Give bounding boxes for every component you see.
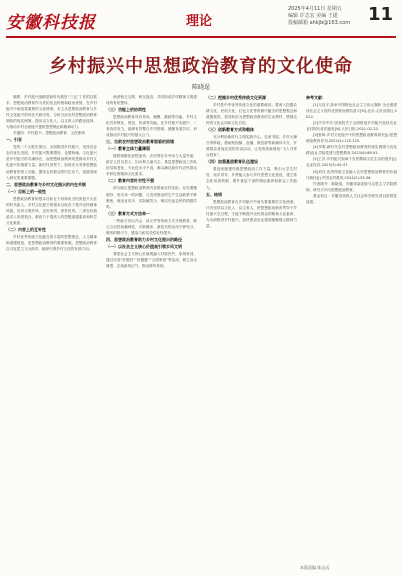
section-heading: （三）教育方式方法单一: [106, 210, 150, 216]
article-body: [6, 94, 398, 570]
body-paragraph: 党的二十大报告指出，全面推进乡村振兴，坚持农业农村优先发展。乡村振兴既要塑形，也要铸魂。文化振兴是乡村振兴的灵魂所在，而思想政治教育则是推动乡村文化振兴的重要力量。新时代背景下，如何充分发挥思想政治教育的育人功能，激发农民群众的内生动力，是值得深入研究的重要课题。: [6, 145, 97, 180]
page-footer: 本版责编 陈志远: [300, 565, 330, 570]
body-paragraph: 乡村是中华优秀传统文化的重要载体。要深入挖掘农耕文化、民俗文化、红色文化等资源中蕴含的思想观念和道德规范，将其转化为思想政治教育的生动教材，增强农民的文化认同和文化自信。: [206, 103, 297, 126]
masthead-divider: [6, 36, 396, 38]
section-heading: 四、思想政治教育助力乡村文化振兴的路径: [106, 236, 182, 242]
body-paragraph: 要选优配强村级思想政治工作力量，吸引大学生村官、返乡青年、乡贤能人参与乡村思想文化建设，建立常态化培训机制，提升基层干部的理论素养和群众工作能力。: [206, 167, 297, 190]
section-heading: 一、引言: [6, 137, 22, 143]
body-paragraph: 两者相互支撑、相互促进，共同构成乡村精神文明建设的有机整体。: [106, 95, 197, 106]
text-column-4: [306, 94, 397, 570]
section-heading: 参考文献：: [306, 95, 326, 100]
section-heading: （二）挖掘乡村优秀传统文化资源: [206, 95, 266, 100]
section-heading: 二、思想政治教育与乡村文化振兴的内在关联: [6, 181, 86, 187]
body-paragraph: [4]李明.新时代农村思想政治教育的现实困境与优化路径[J].学校党建与思想教育,2023(8):88-91.: [306, 145, 397, 156]
text-column-2: [106, 94, 197, 570]
text-column-1: [6, 94, 97, 570]
page-number: 11: [368, 4, 394, 25]
issue-meta: [288, 6, 350, 27]
section-heading: （三）功能上的协同性: [106, 107, 146, 113]
text-column-3: [206, 94, 297, 570]
section-heading: （二）教育内容针对性不强: [106, 178, 154, 184]
section-heading: （三）创新教育方式和载体: [206, 127, 254, 133]
issue-editors: 编辑 许志宏 美编 王银: [288, 13, 338, 19]
body-paragraph: 作者简介：陈晓逞，安徽省某高校马克思主义学院教师，研究方向为思想政治教育。: [306, 181, 397, 192]
section-heading: 三、当前农村思想政治教育面临的困境: [106, 139, 174, 145]
issue-date: 2025年4月11日 星期五: [288, 6, 342, 12]
masthead: [0, 0, 402, 40]
article-author: 陈晓逞: [191, 84, 210, 91]
section-title: 理论: [186, 14, 213, 29]
section-heading: （一）教育主体力量薄弱: [106, 146, 150, 152]
article-title: 乡村振兴中思想政治教育的文化使命: [49, 56, 353, 77]
body-paragraph: 思想政治教育具有导向、凝聚、激励等功能，乡村文化具有教化、规范、传承等功能。在乡村振兴实践中，二者协同发力，能够有效整合乡村资源，凝聚发展共识，形成推动乡村振兴的强大合力。: [106, 115, 197, 138]
section-heading: （四）加强基层教育队伍建设: [206, 159, 258, 165]
body-paragraph: 一些地方仍以开会、读文件等传统方式开展教育，缺乏互动性和趣味性，对新媒体、新技术的运用不够充分，教育的吸引力、感染力和实效性有待提升。: [106, 218, 197, 235]
section-heading: （二）内容上的互补性: [6, 226, 46, 232]
body-paragraph: 乡村优秀传统文化蕴含着丰富的思想观念、人文精神和道德规范，是思想政治教育的重要资源。思想政治教育以马克思主义为指导，能够引领乡村文化的发展方向。: [6, 234, 97, 251]
newspaper-logo: 安徽科技报: [6, 13, 96, 33]
body-paragraph: 部分地区思想政治教育内容脱离农村实际，存在照搬照抄、形式单一的问题，与农民群众的生产生活联系不够紧密，理论宣讲多、实际解答少，难以引起农民的情感共鸣。: [106, 186, 197, 209]
section-heading: （一）以社会主义核心价值观引领乡风文明: [106, 243, 182, 249]
body-paragraph: 随着城镇化进程加快，农村青壮年劳动力大量外流，留守人员以老人、妇女和儿童为主，基层思想政治工作队伍结构老化、专业化水平不高，难以满足新时代农民群众多样化的精神文化需求。: [106, 154, 197, 177]
body-paragraph: 摘要：乡村振兴战略是新时代做好“三农”工作的总抓手。思想政治教育作为党的优良传统和政治优势，在乡村振兴中承担着重要的文化使命。本文从思想政治教育与乡村文化振兴的内在关联出发，分析当前农村思想政治教育面临的现实困境，提出以文化人、以文育人的路径选择，为推动乡村全面振兴提供思想保证和精神动力。: [6, 95, 97, 130]
body-paragraph: 关键词：乡村振兴；思想政治教育；文化使命: [13, 131, 85, 136]
section-heading: （一）目标上的一致性: [6, 188, 46, 194]
body-paragraph: [1]习近平.高举中国特色社会主义伟大旗帜 为全面建设社会主义现代化国家而团结奋斗[M].北京:人民出版社,2022.: [306, 103, 397, 120]
body-paragraph: [5]王芳.乡村振兴视域下农民精神文化生活的提升[J].农业经济,2023(3):45-47.: [306, 157, 397, 168]
body-paragraph: 基金项目：安徽省高校人文社会科学研究项目阶段性成果。: [306, 193, 397, 204]
section-heading: 五、结语: [206, 191, 222, 197]
body-paragraph: 要把社会主义核心价值观融入村规民约、家规家训，通过评选“好媳妇”“好婆婆”“文明家庭”等活动，树立身边典型，弘扬新风正气，推动移风易俗。: [106, 251, 197, 268]
body-paragraph: [6]刘洋.优秀传统文化融入农村思想政治教育的价值与路径[J].中国农村教育,2024(2):33-36.: [306, 169, 397, 180]
body-paragraph: 思想政治教育在乡村振兴中肩负着重要的文化使命。只有坚持以文化人、以文育人，把思想政治教育贯穿于乡村振兴全过程，才能不断提升农民群众的精神文化素养，为全面推进乡村振兴、加快建设农业强国凝聚强大精神力量。: [206, 199, 297, 228]
body-paragraph: [2]中共中央 国务院关于全面推进乡村振兴加快农业农村现代化的意见[N].人民日报,2021-02-22.: [306, 121, 397, 132]
issue-email: 投稿邮箱 ahkjb@163.com: [288, 20, 351, 26]
body-paragraph: [3]张琦.乡村文化振兴中的思想政治教育研究[J].思想理论教育导刊,2022(5):120-125.: [306, 133, 397, 144]
body-paragraph: 思想政治教育的根本目标在于培养担当民族复兴大任的时代新人，乡村文化振兴的根本目标在于提升农民精神风貌，培育文明乡风、良好家风、淳朴民风。二者在价值追求上高度契合，都致力于提高人的思想道德素质和科学文化素质。: [6, 196, 97, 225]
body-paragraph: 充分利用新时代文明实践中心、农家书屋、乡村大舞台等阵地，借助短视频、直播、微信群等新媒体平台，开展群众喜闻乐见的宣讲活动，让党的创新理论“飞入寻常百姓家”。: [206, 135, 297, 158]
